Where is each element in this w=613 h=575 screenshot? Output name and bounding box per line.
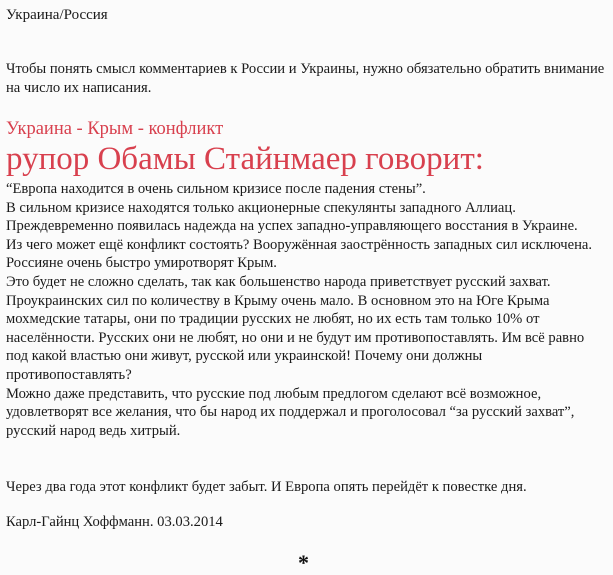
paragraph-capture: Это будет не сложно сделать, так как большенство народа приветствует русский захват. bbox=[6, 273, 551, 290]
header-title: Украина/Россия bbox=[6, 7, 108, 23]
intro-paragraph: Чтобы понять смысл комментариев к России и Украины, нужно обязательно обратить внимание на число их написания. bbox=[6, 61, 605, 96]
paragraph-crisis: В сильном кризисе находятся только акционерные спекулянты западного Аллиац. bbox=[6, 199, 516, 216]
paragraph-hope: Преждевременно появилась надежда на успех западно-управляющего восстания в Украине. bbox=[6, 218, 578, 235]
paragraph-forces: Проукраинских сил по количеству в Крыму очень мало. В основном это на Юге Крыма мохмедские татары, они по традиции русских не любят, но их есть там только 10% от населённости. Русских они не любят, но они и не будут им противопоставлять. Им всё равно под какой властью они живут, русской или украинской! Почему они должны противопоставлять? bbox=[6, 292, 585, 383]
article-subtitle: Украина - Крым - конфликт bbox=[6, 119, 224, 139]
conclusion-paragraph: Через два года этот конфликт будет забыт. И Европа опять перейдёт к повестке дня. bbox=[6, 479, 527, 495]
article-headline: рупор Обамы Стайнмаер говорит: bbox=[6, 141, 484, 177]
article-body bbox=[6, 180, 609, 440]
author-signature: Карл-Гайнц Хоффманн. 03.03.2014 bbox=[6, 514, 223, 530]
paragraph-quote: “Европа находится в очень сильном кризисе после падения стены”. bbox=[6, 181, 426, 197]
section-separator: * bbox=[298, 550, 309, 575]
paragraph-conflict: Из чего может ещё конфликт состоять? Вооружённая заострённость западных сил исключена. Россияне очень быстро умиротворят Крым. bbox=[6, 236, 593, 272]
paragraph-imagine: Можно даже представить, что русские под любым предлогом сделают всё возможное, удовлетворят все желания, что бы народ их поддержал и проголосовал “за русский захват”, русский народ ведь хитрый. bbox=[6, 385, 575, 439]
